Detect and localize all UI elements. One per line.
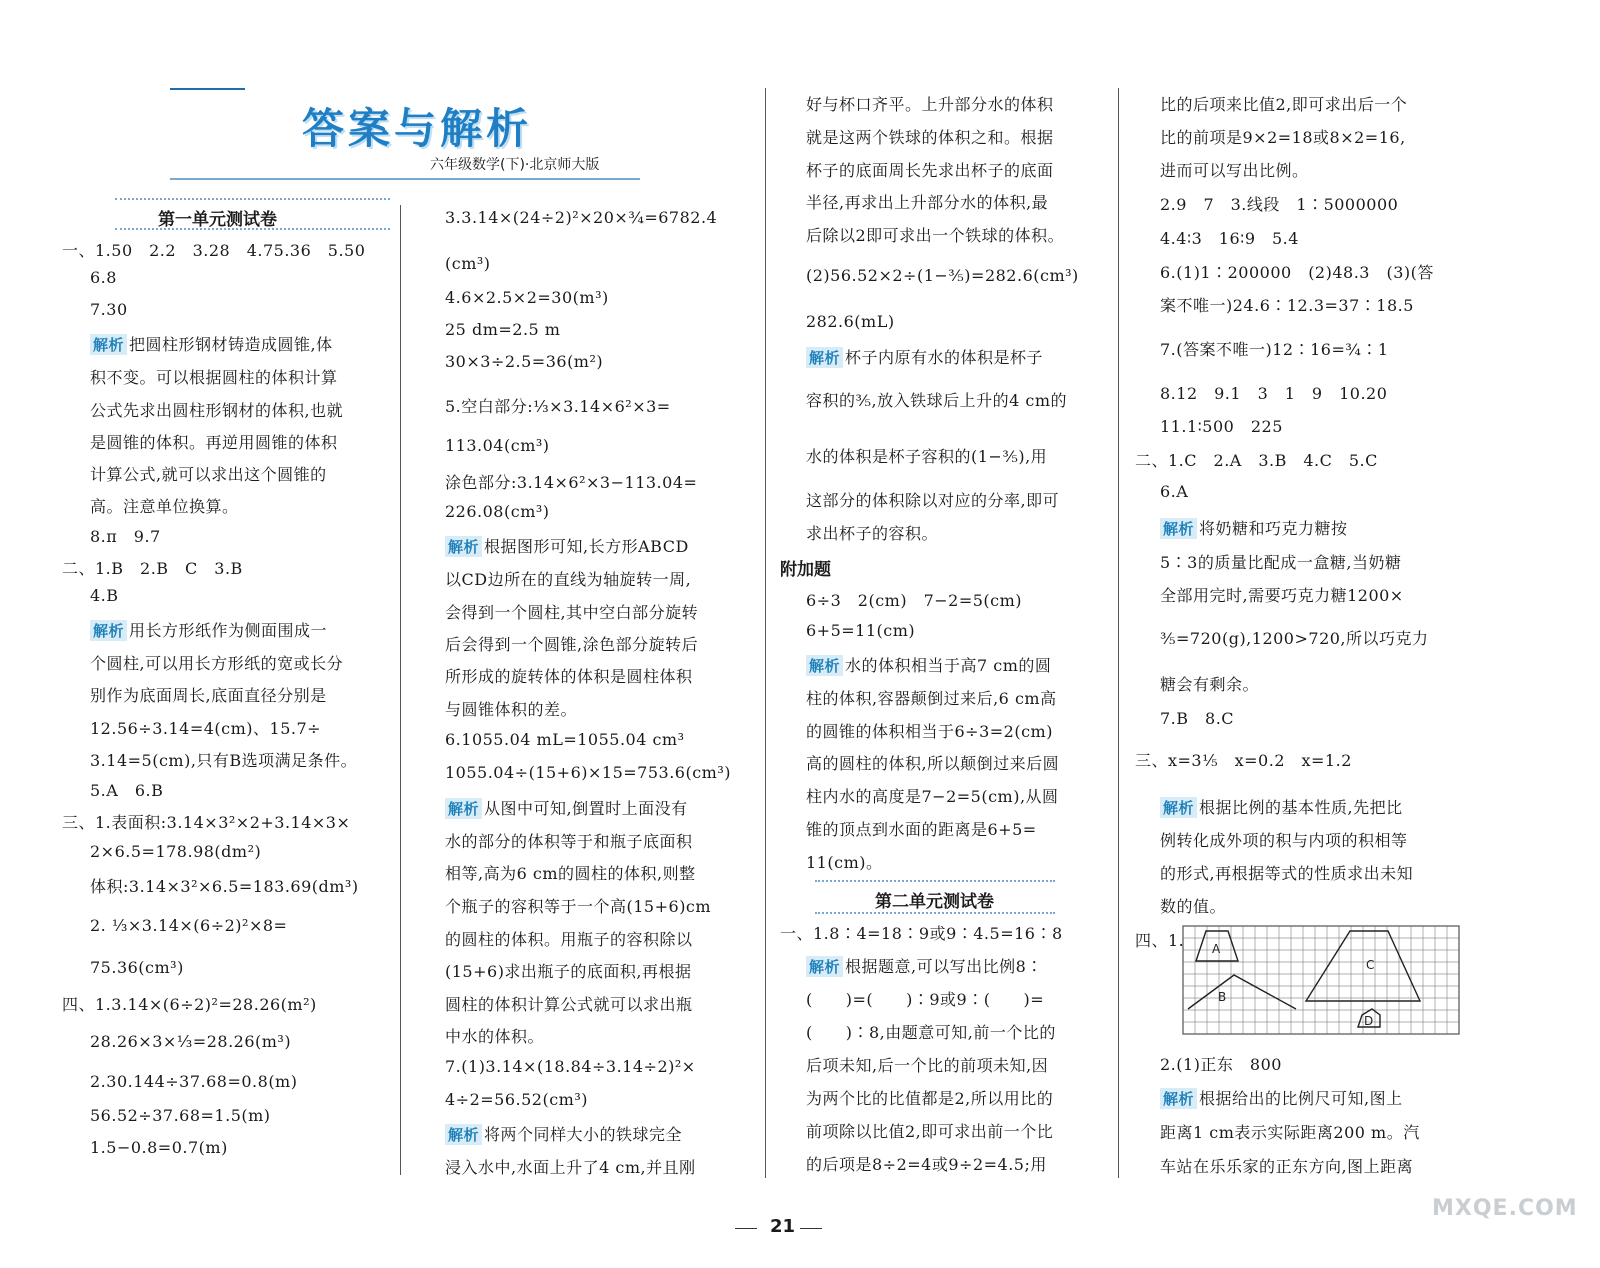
answer-line: (cm³) (445, 254, 491, 273)
analysis-line: 与圆锥体积的差。 (445, 700, 578, 719)
grid-figure (1182, 925, 1462, 1037)
analysis-line: 水的体积是杯子容积的(1−⅗),用 (806, 447, 1048, 466)
footer-dash-left (735, 1228, 757, 1229)
answer-line: 282.6(mL) (806, 312, 895, 331)
analysis-line: 锥的顶点到水面的距离是6+5= (806, 820, 1037, 839)
analysis-line: 个圆柱,可以用长方形纸的宽或长分 (90, 654, 344, 673)
shape-b-triangle (1188, 975, 1296, 1009)
analysis-tag: 解析 (90, 334, 127, 355)
analysis-line: 这部分的体积除以对应的分率,即可 (806, 491, 1060, 510)
section-dots-bottom (115, 228, 390, 230)
analysis-line: 别作为底面周长,底面直径分别是 (90, 686, 327, 705)
section-dots-top (815, 880, 1055, 882)
answer-line: 8.12 9.1 3 1 9 10.20 (1160, 384, 1388, 403)
column-divider-1 (400, 205, 401, 1175)
top-rule (170, 88, 245, 90)
analysis-line: 车站在乐乐家的正东方向,图上距离 (1160, 1157, 1414, 1176)
answer-line: 2.30.144÷37.68=0.8(m) (90, 1072, 298, 1091)
section-dots-top (115, 198, 390, 200)
section-heading-unit2: 第二单元测试卷 (875, 892, 994, 912)
analysis-line: 比的前项是9×2=18或8×2=16, (1160, 128, 1406, 147)
analysis-line: 12.56÷3.14=4(cm)、15.7÷ (90, 719, 322, 738)
analysis-tag: 解析 (445, 798, 482, 819)
analysis-line: 解析 杯子内原有水的体积是杯子 (806, 345, 1043, 368)
answer-line: 7.30 (90, 300, 128, 319)
analysis-line: 11(cm)。 (806, 853, 883, 872)
analysis-line: 就是这两个铁球的体积之和。根据 (806, 128, 1054, 147)
analysis-line: 解析 将奶糖和巧克力糖按 (1160, 516, 1348, 539)
column-divider-3 (1118, 88, 1119, 1178)
analysis-line: 解析 水的体积相当于高7 cm的圆 (806, 653, 1051, 676)
analysis-tag: 解析 (445, 1124, 482, 1145)
analysis-line: 积不变。可以根据圆柱的体积计算 (90, 368, 338, 387)
answer-line: 7.(1)3.14×(18.84÷3.14÷2)²× (445, 1057, 696, 1076)
analysis-line: 比的后项来比值2,即可求出后一个 (1160, 95, 1408, 114)
answer-line: 226.08(cm³) (445, 502, 550, 521)
analysis-line: 所形成的旋转体的体积是圆柱体积 (445, 667, 693, 686)
answer-line: 四、1. (1135, 931, 1185, 950)
analysis-line: 解析 将两个同样大小的铁球完全 (445, 1122, 682, 1145)
answer-line: 二、1.C 2.A 3.B 4.C 5.C (1135, 451, 1378, 470)
answer-line: 7.(答案不唯一)12∶16=¾∶1 (1160, 340, 1389, 359)
answer-line: 6.(1)1∶200000 (2)48.3 (3)(答 (1160, 263, 1434, 282)
shape-label-d: D (1364, 1014, 1374, 1028)
grid-cells (1183, 926, 1459, 1034)
analysis-line: 全部用完时,需要巧克力糖1200× (1160, 586, 1404, 605)
answer-line: 一、1.8∶4=18∶9或9∶4.5=16∶8 (780, 924, 1063, 943)
analysis-line: 高。注意单位换算。 (90, 497, 239, 516)
shape-label-c: C (1366, 958, 1375, 972)
analysis-tag: 解析 (445, 536, 482, 557)
answer-line: 8.π 9.7 (90, 527, 161, 546)
analysis-line: ⅗=720(g),1200>720,所以巧克力 (1160, 629, 1429, 648)
analysis-line: ( )∶8,由题意可知,前一个比的 (806, 1023, 1056, 1042)
analysis-line: 解析 从图中可知,倒置时上面没有 (445, 796, 688, 819)
analysis-line: 高的圆柱的体积,所以颠倒过来后圆 (806, 754, 1060, 773)
analysis-line: 解析 根据比例的基本性质,先把比 (1160, 795, 1403, 818)
analysis-line: 杯子的底面周长先求出杯子的底面 (806, 161, 1054, 180)
analysis-line: 解析 根据图形可知,长方形ABCD (445, 534, 689, 557)
analysis-line: 数的值。 (1160, 897, 1227, 916)
answer-line: 2.9 7 3.线段 1∶5000000 (1160, 195, 1399, 214)
book-subtitle: 六年级数学(下)·北京师大版 (430, 157, 600, 173)
analysis-line: 的圆锥的体积相当于6÷3=2(cm) (806, 722, 1053, 741)
section-heading-extra: 附加题 (780, 560, 831, 580)
analysis-line: 好与杯口齐平。上升部分水的体积 (806, 95, 1054, 114)
analysis-line: 会得到一个圆柱,其中空白部分旋转 (445, 603, 699, 622)
section-heading-unit1: 第一单元测试卷 (158, 210, 277, 230)
answer-line: 案不唯一)24.6∶12.3=37∶18.5 (1160, 296, 1414, 315)
answer-line: 30×3÷2.5=36(m²) (445, 352, 604, 371)
analysis-tag: 解析 (90, 620, 127, 641)
analysis-line: (15+6)求出瓶子的底面积,再根据 (445, 962, 692, 981)
answer-line: 4.B (90, 586, 119, 605)
analysis-line: 进而可以写出比例。 (1160, 161, 1309, 180)
analysis-line: 为两个比的比值都是2,所以用比的 (806, 1089, 1054, 1108)
analysis-line: 的后项是8÷2=4或9÷2=4.5;用 (806, 1155, 1047, 1174)
analysis-line: 以CD边所在的直线为轴旋转一周, (445, 570, 692, 589)
answer-line: 一、1.50 2.2 3.28 4.75.36 5.50 (62, 241, 366, 260)
column-divider-2 (765, 88, 766, 1178)
analysis-line: 中水的体积。 (445, 1027, 545, 1046)
analysis-line: 解析 根据给出的比例尺可知,图上 (1160, 1086, 1403, 1109)
shape-label-b: B (1218, 990, 1227, 1004)
answer-line: 56.52÷37.68=1.5(m) (90, 1106, 271, 1125)
analysis-line: 相等,高为6 cm的圆柱的体积,则整 (445, 864, 696, 883)
analysis-line: 前项除以比值2,即可求出前一个比 (806, 1122, 1054, 1141)
analysis-tag: 解析 (1160, 518, 1197, 539)
analysis-line: 是圆锥的体积。再逆用圆锥的体积 (90, 433, 338, 452)
answer-line: 2×6.5=178.98(dm²) (90, 842, 262, 861)
analysis-line: 距离1 cm表示实际距离200 m。汽 (1160, 1123, 1420, 1142)
answer-line: 二、1.B 2.B C 3.B (62, 559, 243, 578)
answer-line: 5.A 6.B (90, 781, 164, 800)
watermark-text: MXQE.COM (1432, 1196, 1578, 1221)
answer-line: 4.4∶3 16∶9 5.4 (1160, 229, 1299, 248)
shape-label-a: A (1212, 942, 1221, 956)
answer-line: 7.B 8.C (1160, 709, 1235, 728)
page-number: 21 (770, 1216, 796, 1237)
analysis-line: 3.14=5(cm),只有B选项满足条件。 (90, 751, 358, 770)
analysis-tag: 解析 (1160, 1088, 1197, 1109)
analysis-line: 半径,再求出上升部分水的体积,最 (806, 193, 1049, 212)
analysis-line: 糖会有剩余。 (1160, 675, 1260, 694)
analysis-line: 解析 用长方形纸作为侧面围成一 (90, 618, 327, 641)
answer-line: 6.8 (90, 268, 117, 287)
answer-line: 6.A (1160, 482, 1189, 501)
analysis-line: 5∶3的质量比配成一盒糖,当奶糖 (1160, 553, 1402, 572)
analysis-line: ( )=( )∶9或9∶( )= (806, 990, 1045, 1009)
answer-line: 四、1.3.14×(6÷2)²=28.26(m²) (62, 995, 317, 1014)
analysis-line: 后会得到一个圆锥,涂色部分旋转后 (445, 635, 699, 654)
answer-line: 2. ⅓×3.14×(6÷2)²×8= (90, 916, 288, 935)
answer-line: 25 dm=2.5 m (445, 320, 561, 339)
answer-line: 6+5=11(cm) (806, 621, 916, 640)
answer-line: 5.空白部分:⅓×3.14×6²×3= (445, 397, 671, 416)
answer-line: 6÷3 2(cm) 7−2=5(cm) (806, 591, 1023, 610)
analysis-line: 容积的⅗,放入铁球后上升的4 cm的 (806, 391, 1067, 410)
analysis-line: 公式先求出圆柱形钢材的体积,也就 (90, 401, 344, 420)
answer-line: 1055.04÷(15+6)×15=753.6(cm³) (445, 763, 732, 782)
analysis-line: 柱的体积,容器颠倒过来后,6 cm高 (806, 689, 1057, 708)
answer-line: (2)56.52×2÷(1−⅗)=282.6(cm³) (806, 266, 1079, 285)
answer-line: 28.26×3×⅓=28.26(m³) (90, 1032, 292, 1051)
analysis-line: 计算公式,就可以求出这个圆锥的 (90, 465, 327, 484)
analysis-line: 个瓶子的容积等于一个高(15+6)cm (445, 897, 712, 916)
answer-line: 113.04(cm³) (445, 436, 550, 455)
analysis-tag: 解析 (806, 655, 843, 676)
analysis-line: 求出杯子的容积。 (806, 524, 939, 543)
analysis-line: 的圆柱的体积。用瓶子的容积除以 (445, 930, 693, 949)
answer-line: 75.36(cm³) (90, 958, 184, 977)
answer-line: 2.(1)正东 800 (1160, 1055, 1282, 1074)
answer-line: 11.1∶500 225 (1160, 417, 1283, 436)
analysis-line: 的形式,再根据等式的性质求出未知 (1160, 864, 1414, 883)
analysis-tag: 解析 (1160, 797, 1197, 818)
answer-line: 涂色部分:3.14×6²×3−113.04= (445, 473, 698, 492)
section-dots-bottom (815, 912, 1055, 914)
answer-line: 3.3.14×(24÷2)²×20×¾=6782.4 (445, 208, 718, 227)
analysis-line: 圆柱的体积计算公式就可以求出瓶 (445, 995, 693, 1014)
analysis-line: 后除以2即可求出一个铁球的体积。 (806, 226, 1065, 245)
analysis-line: 解析 根据题意,可以写出比例8∶ (806, 954, 1043, 977)
analysis-line: 例转化成外项的积与内项的积相等 (1160, 831, 1408, 850)
analysis-line: 柱内水的高度是7−2=5(cm),从圆 (806, 787, 1059, 806)
grid-lines (1183, 926, 1459, 1034)
analysis-tag: 解析 (806, 956, 843, 977)
analysis-line: 后项未知,后一个比的前项未知,因 (806, 1056, 1049, 1075)
answer-line: 4.6×2.5×2=30(m³) (445, 288, 609, 307)
answer-line: 6.1055.04 mL=1055.04 cm³ (445, 730, 685, 749)
title-underline (170, 178, 640, 180)
footer-dash-right (800, 1228, 822, 1229)
analysis-line: 浸入水中,水面上升了4 cm,并且刚 (445, 1158, 696, 1177)
answer-line: 体积:3.14×3²×6.5=183.69(dm³) (90, 877, 359, 896)
analysis-line: 水的部分的体积等于和瓶子底面积 (445, 832, 693, 851)
analysis-line: 解析 把圆柱形钢材铸造成圆锥,体 (90, 332, 333, 355)
page-title: 答案与解析 (302, 104, 533, 153)
answer-line: 三、1.表面积:3.14×3²×2+3.14×3× (62, 813, 351, 832)
answer-line: 1.5−0.8=0.7(m) (90, 1138, 228, 1157)
answer-line: 4÷2=56.52(cm³) (445, 1090, 589, 1109)
analysis-tag: 解析 (806, 347, 843, 368)
answer-line: 三、x=3⅕ x=0.2 x=1.2 (1135, 751, 1352, 770)
